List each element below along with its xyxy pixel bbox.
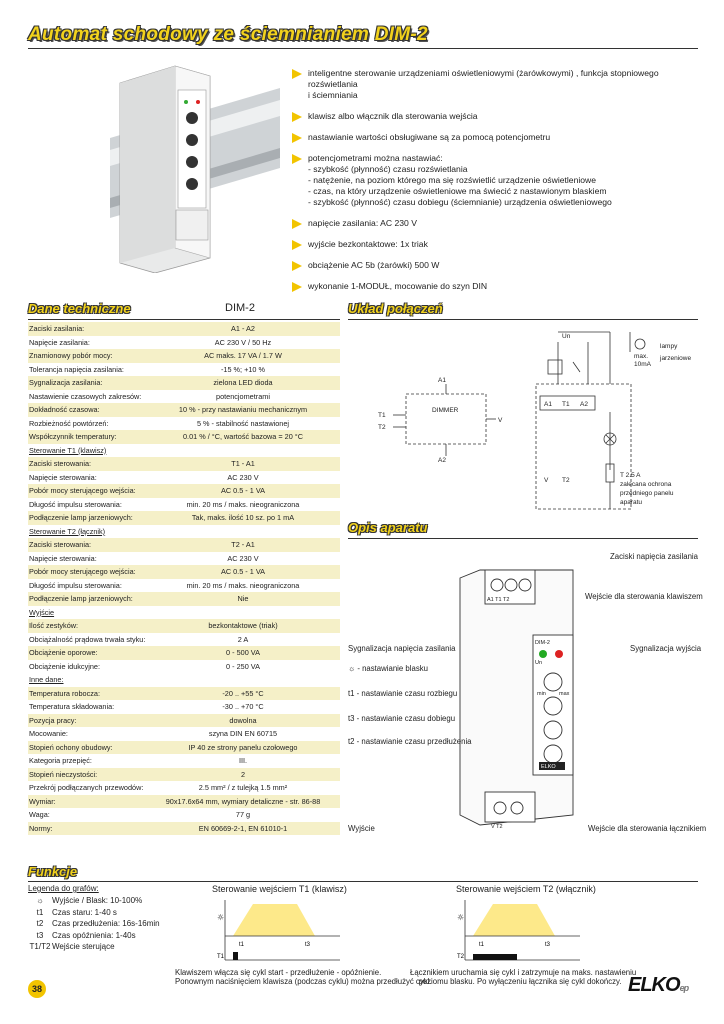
tech-key: Sygnalizacja zasilania:: [29, 378, 103, 388]
legend-title: Legenda do grafów:: [28, 884, 99, 893]
tech-value: Tak, maks. ilość 10 sz. po 1 mA: [191, 513, 295, 523]
tech-value: AC 230 V: [227, 472, 259, 482]
tech-row: [28, 727, 340, 741]
label-supply-signal: Sygnalizacja napięcia zasilania: [348, 644, 456, 653]
wiring-term-a2: A2: [580, 401, 588, 408]
tech-key: Długość impulsu sterowania:: [29, 580, 122, 590]
tech-row: [28, 781, 340, 795]
wiring-label-max: max.: [634, 353, 649, 360]
tech-value: potencjometrami: [216, 391, 270, 401]
chart1-caption: Klawiszem włącza się cykl start - przedłużenie - opóźnienie. Ponownym naciśnięciem klawisza (podczas cyklu) można przedłużyć cykl.: [175, 968, 432, 986]
tech-row: [28, 579, 340, 593]
tech-row: [28, 646, 340, 660]
feature-item: nastawianie wartości obsługiwane są za pomocą potencjometru: [290, 132, 685, 143]
feature-item: wyjście bezkontaktowe: 1x triak: [290, 239, 685, 250]
tech-key: Napięcie zasilania:: [29, 337, 90, 347]
chart2-caption: Łącznikiem uruchamia się cykl i zatrzymuje na maks. nastawieniu poziomu blasku. Po wyłączeniu łącznika się cykl dokończy.: [410, 968, 637, 986]
device-terminals-bottom: V T2: [491, 824, 503, 830]
wiring-term-t1: T1: [562, 401, 570, 408]
tech-value: T2 - A1: [231, 540, 255, 550]
tech-row: [28, 687, 340, 701]
bullet-triangle-icon: [292, 240, 302, 250]
tech-key: Przekrój podłączanych przewodów:: [29, 783, 144, 793]
wiring-label-a2: A2: [438, 457, 446, 464]
tech-key: Podłączenie lamp jarzeniowych:: [29, 513, 133, 523]
tech-value: 0.01 % / °C, wartość bazowa = 20 °C: [182, 432, 303, 442]
tech-key: Waga:: [29, 810, 50, 820]
tech-key: Inne dane:: [29, 675, 64, 685]
functions-section-title: Funkcje: [28, 864, 78, 879]
brand-logo: ELKOep: [628, 974, 689, 996]
tech-row: [28, 444, 340, 458]
feature-item: wykonanie 1-MODUŁ, mocowanie do szyn DIN: [290, 281, 685, 292]
tech-key: Obciążalność prądowa trwała styku:: [29, 634, 146, 644]
wiring-label-lampy: lampy: [660, 343, 678, 350]
tech-value: EN 60669-2-1, EN 61010-1: [198, 823, 288, 833]
legend-item: t3 Czas opóźnienia: 1-40s: [36, 930, 136, 940]
bullet-triangle-icon: [292, 282, 302, 292]
knob-min-label: min: [537, 691, 546, 697]
tech-row: [28, 471, 340, 485]
tech-key: Pobór mocy sterującego wejścia:: [29, 567, 136, 577]
tech-model: DIM-2: [225, 302, 255, 314]
tech-key: Stopień nieczystości:: [29, 769, 98, 779]
wiring-label-dimmer: DIMMER: [432, 407, 459, 414]
wiring-fuse-note-3: aparatu: [620, 499, 643, 506]
tech-value: AC 0.5 - 1 VA: [220, 567, 266, 577]
tech-value: 0 - 250 VA: [226, 661, 260, 671]
tech-row: [28, 376, 340, 390]
tech-value: III.: [238, 756, 248, 766]
tech-key: Ilość zestyków:: [29, 621, 79, 631]
tech-key: Obciążenie idukcyjne:: [29, 661, 100, 671]
feature-item: obciążenie AC 5b (żarówki) 500 W: [290, 260, 685, 271]
tech-value: 5 % - stabilność nastawionej: [196, 418, 290, 428]
device-rule: [348, 538, 698, 539]
tech-key: Temperatura robocza:: [29, 688, 100, 698]
tech-key: Sterowanie T1 (klawisz): [29, 445, 107, 455]
tech-value: min. 20 ms / maks. nieograniczona: [186, 499, 300, 509]
tech-key: Nastawienie czasowych zakresów:: [29, 391, 142, 401]
tech-row: [28, 700, 340, 714]
tech-key: Obciążenie oporowe:: [29, 648, 98, 658]
tech-row: [28, 336, 340, 350]
tech-key: Rozbieżność powtórzeń:: [29, 418, 109, 428]
tech-key: Temperatura składowania:: [29, 702, 115, 712]
tech-key: Sterowanie T2 (łącznik): [29, 526, 106, 536]
bullet-triangle-icon: [292, 219, 302, 229]
wiring-section-title: Układ połączeń: [348, 301, 443, 316]
label-t3: t3 - nastawianie czasu dobiegu: [348, 714, 456, 723]
page-number: 38: [28, 980, 46, 998]
tech-value: 90x17.6x64 mm, wymiary detaliczne - str. 86-88: [165, 796, 321, 806]
features-list: [290, 68, 685, 302]
wiring-rule: [348, 319, 698, 320]
feature-item: potencjometrami można nastawiać: - szybkość (płynność) czasu rozświetlania - natężenie, na poziom którego ma się rozświetlić urządzenie oświetleniowe - czas, na który urządzenie oświetleniowe ma świecić z nastawionym blaskiem - szybkość (płynność) czasu dobiegu (ściemnianie) urządzenia oświetleniowego: [290, 153, 685, 208]
tech-value: -30 .. +70 °C: [222, 702, 264, 712]
tech-row: [28, 538, 340, 552]
legend-item: T1/T2 Wejście sterujące: [29, 942, 115, 951]
label-output-signal: Sygnalizacja wyjścia: [630, 644, 702, 653]
bullet-triangle-icon: [292, 69, 302, 79]
tech-value: Nie: [237, 594, 249, 604]
tech-key: Zaciski zasilania:: [29, 324, 85, 334]
wiring-fuse-note-1: zalecana ochrona: [620, 481, 672, 488]
tech-row: [28, 768, 340, 782]
tech-row: [28, 430, 340, 444]
chart1-t1-label: t1: [239, 942, 245, 948]
tech-value: IP 40 ze strony panelu czołowego: [188, 742, 298, 752]
tech-value: dowolna: [229, 715, 257, 725]
chart1-title: Sterowanie wejściem T1 (klawisz): [212, 884, 347, 894]
device-drawing: [455, 560, 595, 835]
legend-item: t1 Czas staru: 1-40 s: [36, 907, 117, 917]
tech-key: Zaciski sterowania:: [29, 540, 92, 550]
tech-key: Znamionowy pobór mocy:: [29, 351, 113, 361]
tech-row: [28, 457, 340, 471]
tech-row: [28, 714, 340, 728]
feature-item: napięcie zasilania: AC 230 V: [290, 218, 685, 229]
tech-value: AC 0.5 - 1 VA: [220, 486, 266, 496]
tech-key: Napięcie sterowania:: [29, 553, 97, 563]
tech-rule: [28, 319, 340, 320]
wiring-term-t2: T2: [562, 477, 570, 484]
tech-section-title: Dane techniczne: [28, 301, 131, 316]
tech-key: Zaciski sterowania:: [29, 459, 92, 469]
chart2-sun-icon: ☼: [457, 913, 465, 922]
wiring-label-v: V: [498, 417, 503, 424]
device-section-title: Opis aparatu: [348, 520, 428, 535]
chart2-T2-label: T2: [457, 954, 465, 960]
bullet-triangle-icon: [292, 133, 302, 143]
device-front-name: DIM-2: [535, 640, 550, 646]
feature-item: klawisz albo włącznik dla sterowania wejścia: [290, 111, 685, 122]
tech-key: Stopień ochony obudowy:: [29, 742, 113, 752]
device-brand: ELKO: [541, 764, 556, 770]
title-rule: [28, 48, 698, 49]
sun-icon: ☼: [348, 664, 358, 673]
legend-item: t2 Czas przedłużenia: 16s-16min: [36, 919, 160, 928]
sun-icon: ☼: [36, 896, 44, 905]
device-terminals-top: A1 T1 T2: [487, 597, 510, 603]
tech-row: [28, 552, 340, 566]
tech-value: 10 % - przy nastawianiu mechanicznym: [178, 405, 308, 415]
tech-value: 2.5 mm² / z tulejką 1.5 mm²: [198, 783, 288, 793]
tech-value: szyna DIN EN 60715: [208, 729, 278, 739]
tech-row: [28, 484, 340, 498]
tech-row: [28, 417, 340, 431]
wiring-fuse-label: T 2.5 A: [620, 472, 641, 479]
wiring-label-ma: 10mA: [634, 361, 651, 368]
tech-row: [28, 822, 340, 836]
tech-row: [28, 322, 340, 336]
chart1-timing: [215, 896, 345, 964]
power-led-icon: [539, 650, 547, 658]
chart2-title: Sterowanie wejściem T2 (włącznik): [456, 884, 596, 894]
tech-key: Podłączenie lamp jarzeniowych:: [29, 594, 133, 604]
legend-item: ☼ Wyjście / Blask: 10-100%: [28, 895, 203, 907]
wiring-fuse-note-2: przedniego panelu: [620, 490, 674, 497]
tech-key: Wymiar:: [29, 796, 56, 806]
tech-key: Mocowanie:: [29, 729, 68, 739]
tech-value: 2 A: [237, 634, 249, 644]
feature-item: inteligentne sterowanie urządzeniami oświetleniowymi (żarówkowymi) , funkcja stopniowego rozświetlania i ściemniania: [290, 68, 685, 101]
label-brightness: ☼ - nastawianie blasku: [348, 664, 428, 673]
label-supply-terminals: Zaciski napięcia zasilania: [610, 552, 698, 561]
device-front-un: Un: [535, 660, 543, 666]
bullet-triangle-icon: [292, 154, 302, 164]
tech-key: Pobór mocy sterującego wejścia:: [29, 486, 136, 496]
output-led-icon: [555, 650, 563, 658]
chart1-T1-label: T1: [217, 954, 225, 960]
chart1-t3-label: t3: [305, 942, 311, 948]
product-image: [110, 58, 280, 273]
tech-key: Pozycja pracy:: [29, 715, 77, 725]
tech-key: Współczynnik temperatury:: [29, 432, 117, 442]
label-button-input: Wejście dla sterowania klawiszem: [585, 592, 703, 601]
tech-row: [28, 511, 340, 525]
tech-value: AC 230 V / 50 Hz: [214, 337, 272, 347]
tech-value: 77 g: [235, 810, 251, 820]
tech-key: Wyjście: [29, 607, 55, 617]
wiring-term-a1: A1: [544, 401, 552, 408]
tech-row: [28, 498, 340, 512]
bullet-triangle-icon: [292, 112, 302, 122]
wiring-label-un: Un: [562, 333, 571, 340]
knob-max-label: max: [559, 691, 570, 697]
functions-rule: [28, 881, 698, 882]
tech-row: [28, 390, 340, 404]
wiring-label-t2: T2: [378, 424, 386, 431]
wiring-diagram: [348, 322, 698, 517]
tech-table: [28, 322, 340, 835]
tech-value: min. 20 ms / maks. nieograniczona: [186, 580, 300, 590]
tech-row: [28, 795, 340, 809]
tech-row: [28, 741, 340, 755]
wiring-label-a1: A1: [438, 377, 446, 384]
tech-key: Normy:: [29, 823, 53, 833]
tech-value: -15 %; +10 %: [220, 364, 265, 374]
tech-row: [28, 633, 340, 647]
label-switch-input: Wejście dla sterowania łącznikiem: [588, 824, 707, 833]
tech-row: [28, 606, 340, 620]
legend: [28, 884, 203, 953]
tech-row: [28, 808, 340, 822]
label-t1: t1 - nastawianie czasu rozbiegu: [348, 689, 458, 698]
tech-row: [28, 673, 340, 687]
bullet-triangle-icon: [292, 261, 302, 271]
tech-row: [28, 754, 340, 768]
label-output: Wyjście: [348, 824, 375, 833]
tech-key: Napięcie sterowania:: [29, 472, 97, 482]
label-t2: t2 - nastawianie czasu przedłużenia: [348, 737, 472, 746]
tech-row: [28, 660, 340, 674]
tech-value: AC maks. 17 VA / 1.7 W: [204, 351, 282, 361]
tech-key: Kategoria przepięć:: [29, 756, 92, 766]
tech-row: [28, 363, 340, 377]
tech-value: T1 - A1: [231, 459, 255, 469]
tech-row: [28, 619, 340, 633]
wiring-label-jarzeniowe: jarzeniowe: [660, 355, 692, 362]
tech-value: zielona LED dioda: [213, 378, 273, 388]
tech-value: AC 230 V: [227, 553, 259, 563]
wiring-term-v: V: [544, 477, 549, 484]
chart1-sun-icon: ☼: [217, 913, 225, 922]
tech-key: Dokładność czasowa:: [29, 405, 100, 415]
page-title: Automat schodowy ze ściemnianiem DIM-2: [28, 24, 428, 45]
wiring-label-t1: T1: [378, 412, 386, 419]
chart2-t3-label: t3: [545, 942, 551, 948]
tech-key: Tolerancja napięcia zasilania:: [29, 364, 124, 374]
tech-value: bezkontaktowe (triak): [208, 621, 278, 631]
tech-row: [28, 592, 340, 606]
chart2-timing: [455, 896, 585, 964]
chart2-t1-label: t1: [479, 942, 485, 948]
tech-key: Długość impulsu sterowania:: [29, 499, 122, 509]
tech-row: [28, 403, 340, 417]
tech-row: [28, 525, 340, 539]
tech-value: 2: [240, 769, 246, 779]
tech-value: 0 - 500 VA: [226, 648, 260, 658]
tech-value: A1 - A2: [231, 324, 255, 334]
tech-row: [28, 349, 340, 363]
tech-value: -20 .. +55 °C: [222, 688, 264, 698]
tech-row: [28, 565, 340, 579]
